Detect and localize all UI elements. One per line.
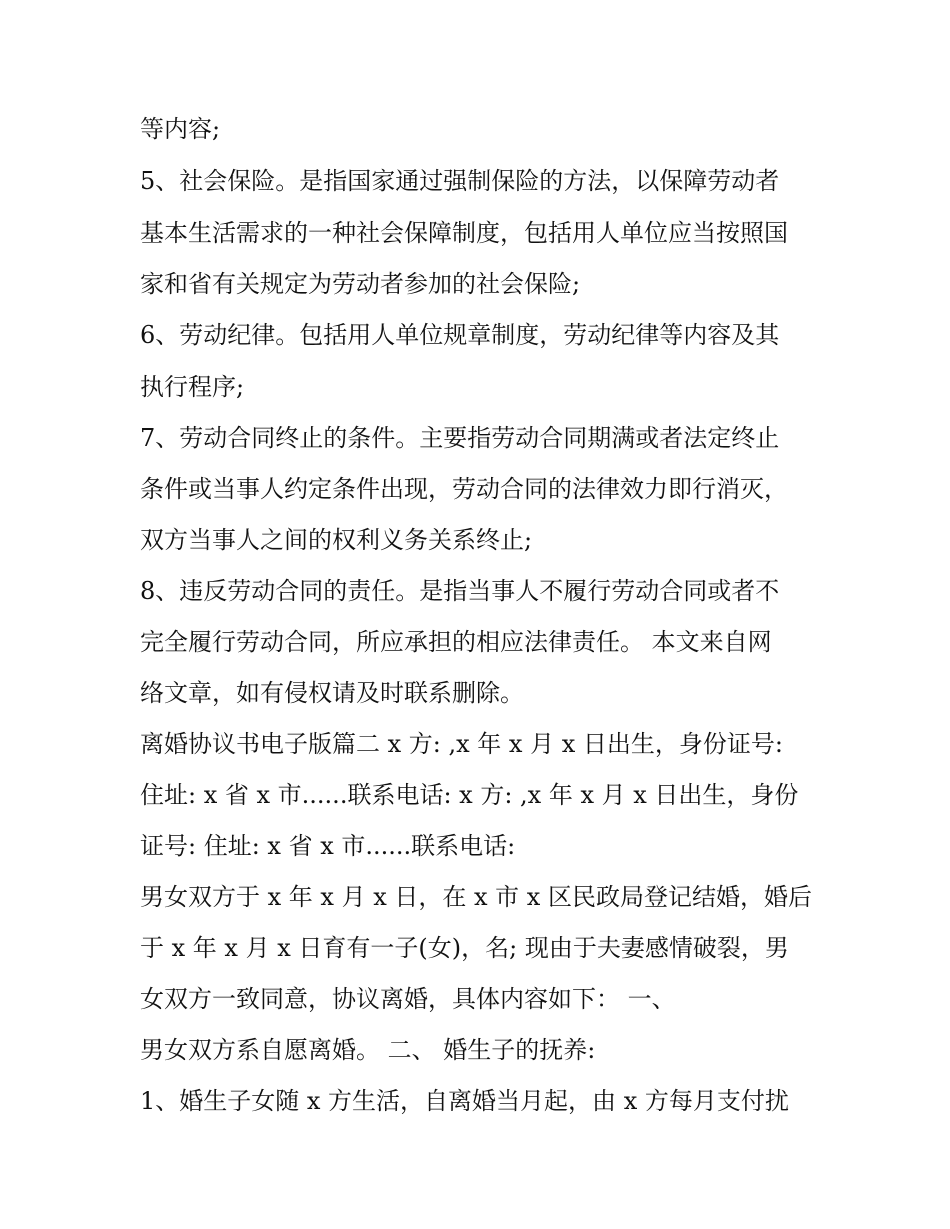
text-line: 条件或当事人约定条件出现，劳动合同的法律效力即行消灭， — [140, 475, 788, 503]
text-line: 离婚协议书电子版篇二 x 方: ,x 年 x 月 x 日出生，身份证号: — [140, 730, 783, 758]
text-line: 1、婚生子女随 x 方生活，自离婚当月起，由 x 方每月支付扰 — [140, 1087, 789, 1115]
text-line: 女双方一致同意，协议离婚，具体内容如下： 一、 — [140, 985, 676, 1013]
text-line: 络文章，如有侵权请及时联系删除。 — [140, 679, 524, 707]
text-line: 住址: x 省 x 市......联系电话: x 方: ,x 年 x 月 x 日出生，身份 — [140, 781, 799, 809]
text-line: 男女双方系自愿离婚。 二、 婚生子的抚养: — [140, 1036, 596, 1064]
text-line: 5、社会保险。是指国家通过强制保险的方法，以保障劳动者 — [140, 167, 780, 195]
text-line: 基本生活需求的一种社会保障制度，包括用人单位应当按照国 — [140, 219, 788, 247]
text-line: 证号: 住址: x 省 x 市......联系电话: — [140, 832, 516, 860]
text-line: 执行程序; — [140, 373, 245, 401]
text-line: 完全履行劳动合同，所应承担的相应法律责任。 本文来自网 — [140, 628, 772, 656]
text-line: 等内容; — [140, 115, 221, 143]
text-line: 双方当事人之间的权利义务关系终止; — [140, 526, 533, 554]
text-line: 6、劳动纪律。包括用人单位规章制度，劳动纪律等内容及其 — [140, 321, 780, 349]
text-line: 8、违反劳动合同的责任。是指当事人不履行劳动合同或者不 — [140, 577, 780, 605]
text-line: 7、劳动合同终止的条件。主要指劳动合同期满或者法定终止 — [140, 424, 780, 452]
text-line: 男女双方于 x 年 x 月 x 日，在 x 市 x 区民政局登记结婚，婚后 — [140, 883, 812, 911]
text-line: 家和省有关规定为劳动者参加的社会保险; — [140, 270, 581, 298]
text-line: 于 x 年 x 月 x 日育有一子(女)，名; 现由于夫妻感情破裂，男 — [140, 934, 789, 962]
